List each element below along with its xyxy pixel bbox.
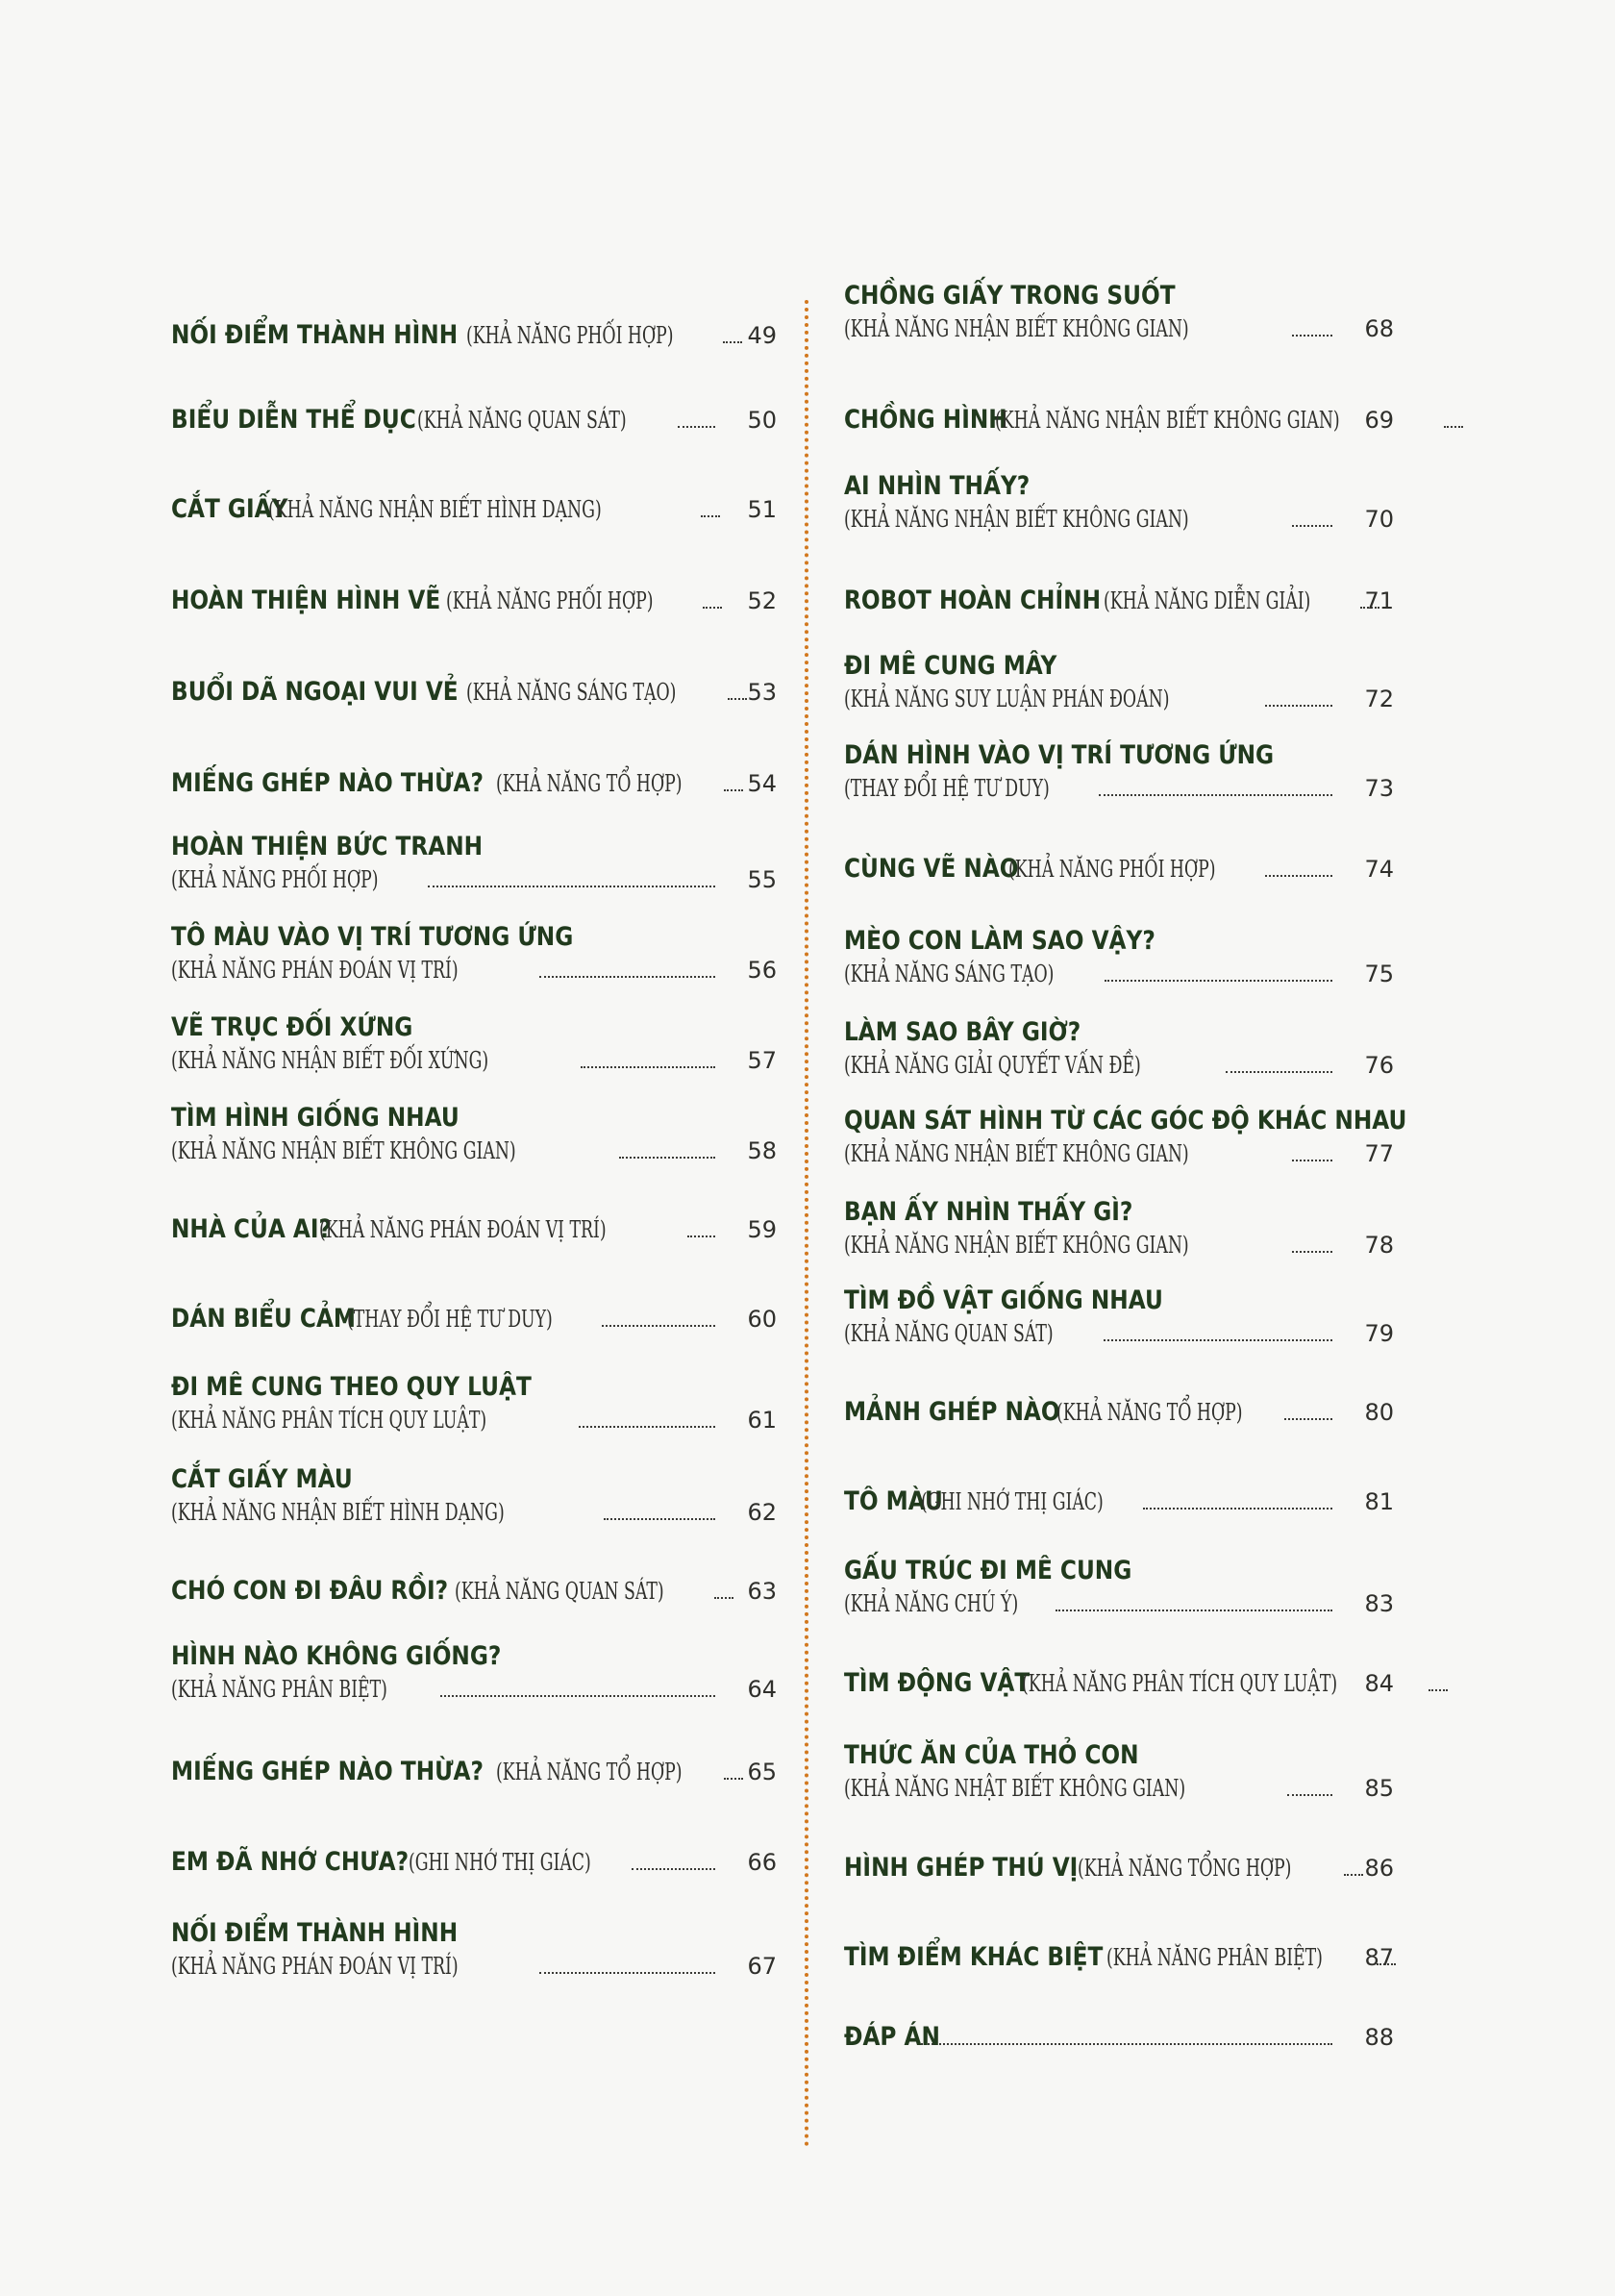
toc-entry-line bbox=[844, 1485, 1344, 1518]
toc-entry-line bbox=[171, 1303, 727, 1335]
toc-entry-skill: (KHẢ NĂNG GIẢI QUYẾT VẤN ĐỀ) bbox=[844, 1052, 1141, 1079]
toc-page-number: 79 bbox=[1364, 1320, 1394, 1347]
toc-entry bbox=[844, 925, 1394, 990]
toc-page-number: 55 bbox=[747, 866, 777, 893]
toc-page-number: 84 bbox=[1364, 1670, 1394, 1697]
toc-entry-skill: (KHẢ NĂNG PHỐI HỢP) bbox=[465, 322, 674, 349]
toc-entry-skill: (KHẢ NĂNG PHÁN ĐOÁN VỊ TRÍ) bbox=[171, 957, 459, 984]
toc-entry-line bbox=[844, 1739, 1344, 1772]
toc-entry-title: CÙNG VẼ NÀO bbox=[844, 854, 1019, 884]
toc-entry-title: ĐI MÊ CUNG MÂY bbox=[844, 651, 1057, 681]
toc-entry-line bbox=[171, 1463, 727, 1496]
toc-entry-line bbox=[171, 1950, 727, 1983]
toc-page-number: 54 bbox=[747, 770, 777, 797]
toc-entry bbox=[844, 470, 1394, 536]
toc-page-number: 69 bbox=[1364, 407, 1394, 434]
toc-entry-skill: (THAY ĐỔI HỆ TƯ DUY) bbox=[347, 1306, 554, 1333]
toc-entry bbox=[171, 1917, 777, 1983]
toc-page-number: 68 bbox=[1364, 315, 1394, 342]
toc-entry-line bbox=[844, 1317, 1344, 1350]
toc-page-number: 78 bbox=[1364, 1232, 1394, 1259]
toc-entry-line bbox=[171, 921, 727, 954]
toc-entry-line bbox=[844, 503, 1344, 536]
toc-entry-line bbox=[844, 925, 1344, 958]
toc-entry bbox=[844, 1739, 1394, 1805]
toc-entry-line bbox=[171, 1575, 727, 1608]
toc-entry-text bbox=[844, 1485, 1344, 1518]
toc-page-number: 87 bbox=[1364, 1944, 1394, 1971]
toc-entry-title: BUỔI DÃ NGOẠI VUI VẺ bbox=[171, 677, 459, 707]
dot-leader bbox=[1099, 794, 1332, 796]
toc-entry-skill: (KHẢ NĂNG TỔ HỢP) bbox=[495, 1759, 683, 1785]
toc-entry-skill: (KHẢ NĂNG PHÁN ĐOÁN VỊ TRÍ) bbox=[171, 1953, 459, 1980]
dot-leader bbox=[1226, 1071, 1332, 1073]
toc-entry-line bbox=[171, 1756, 727, 1788]
toc-entry-line bbox=[844, 404, 1344, 437]
toc-entry-text bbox=[171, 1011, 727, 1077]
toc-entry bbox=[171, 1463, 777, 1529]
toc-entry-text bbox=[844, 470, 1344, 536]
toc-entry-line bbox=[844, 1555, 1344, 1587]
dot-leader bbox=[921, 2043, 1332, 2045]
toc-entry-line bbox=[844, 1852, 1344, 1884]
dot-leader bbox=[1287, 1794, 1332, 1796]
toc-entry bbox=[844, 1105, 1407, 1170]
dot-leader bbox=[687, 1235, 715, 1237]
toc-entry-line bbox=[171, 767, 727, 800]
toc-entry-text bbox=[844, 1667, 1344, 1700]
toc-page-number: 76 bbox=[1364, 1052, 1394, 1079]
toc-entry-line bbox=[844, 739, 1344, 772]
toc-entry-text bbox=[171, 1575, 727, 1608]
toc-entry-skill: (KHẢ NĂNG TỔ HỢP) bbox=[495, 770, 683, 797]
toc-entry-line bbox=[844, 1772, 1344, 1805]
toc-entry-text bbox=[171, 585, 727, 617]
toc-entry-text bbox=[171, 1303, 727, 1335]
toc-entry-line bbox=[844, 1285, 1344, 1317]
toc-entry-text bbox=[171, 1463, 727, 1529]
toc-entry-skill: (KHẢ NĂNG QUAN SÁT) bbox=[417, 407, 627, 434]
column-divider bbox=[805, 300, 808, 2148]
toc-entry-text bbox=[171, 1917, 727, 1983]
toc-entry-skill: (GHI NHỚ THỊ GIÁC) bbox=[920, 1488, 1104, 1515]
toc-entry bbox=[171, 767, 777, 800]
toc-entry bbox=[844, 2021, 1394, 2054]
toc-entry-text bbox=[844, 1941, 1344, 1974]
toc-entry-line bbox=[171, 863, 727, 896]
toc-entry-skill: (KHẢ NĂNG DIỄN GIẢI) bbox=[1104, 587, 1311, 614]
toc-entry-line bbox=[844, 585, 1344, 617]
toc-entry bbox=[171, 319, 777, 352]
toc-entry-line bbox=[844, 280, 1344, 312]
toc-entry-title: ROBOT HOÀN CHỈNH bbox=[844, 586, 1102, 615]
dot-leader bbox=[1292, 1160, 1332, 1161]
toc-entry bbox=[171, 1846, 777, 1879]
dot-leader bbox=[678, 426, 715, 428]
toc-entry-skill: (THAY ĐỔI HỆ TƯ DUY) bbox=[844, 775, 1050, 802]
toc-entry-skill: (KHẢ NĂNG NHẬN BIẾT KHÔNG GIAN) bbox=[844, 315, 1189, 342]
toc-entry-title: AI NHÌN THẤY? bbox=[844, 471, 1031, 501]
dot-leader bbox=[1292, 335, 1332, 337]
toc-entry-line bbox=[844, 1049, 1344, 1082]
toc-page-number: 65 bbox=[747, 1759, 777, 1785]
toc-entry-title: LÀM SAO BÂY GIỜ? bbox=[844, 1017, 1081, 1047]
toc-page-number: 77 bbox=[1364, 1140, 1394, 1167]
toc-entry bbox=[171, 1213, 777, 1246]
toc-entry-skill: (KHẢ NĂNG PHÂN BIỆT) bbox=[1106, 1944, 1324, 1971]
toc-page-number: 81 bbox=[1364, 1488, 1394, 1515]
dot-leader bbox=[604, 1518, 715, 1520]
toc-entry-line bbox=[171, 1846, 727, 1879]
toc-entry-title: VẼ TRỤC ĐỐI XỨNG bbox=[171, 1012, 413, 1042]
toc-page-number: 73 bbox=[1364, 775, 1394, 802]
toc-entry-title: DÁN BIỂU CẢM bbox=[171, 1304, 357, 1334]
toc-entry-skill: (KHẢ NĂNG NHẬN BIẾT HÌNH DẠNG) bbox=[171, 1499, 505, 1526]
toc-entry-line bbox=[844, 470, 1344, 503]
dot-leader bbox=[1429, 1689, 1448, 1691]
toc-entry-title: DÁN HÌNH VÀO VỊ TRÍ TƯƠNG ỨNG bbox=[844, 740, 1275, 770]
toc-entry-line bbox=[844, 1196, 1344, 1229]
toc-entry-title: ĐÁP ÁN bbox=[844, 2022, 940, 2052]
toc-entry-text bbox=[171, 1102, 727, 1167]
toc-entry-text bbox=[171, 676, 727, 709]
toc-entry-text bbox=[844, 925, 1344, 990]
toc-page-number: 70 bbox=[1364, 506, 1394, 533]
toc-entry bbox=[171, 1303, 777, 1335]
toc-entry-line bbox=[844, 2021, 1344, 2054]
toc-page-number: 67 bbox=[747, 1953, 777, 1980]
toc-entry-line bbox=[844, 1941, 1344, 1974]
toc-entry-text bbox=[844, 739, 1344, 805]
toc-entry-skill: (KHẢ NĂNG NHẬN BIẾT HÌNH DẠNG) bbox=[268, 496, 602, 523]
toc-entry-title: QUAN SÁT HÌNH TỪ CÁC GÓC ĐỘ KHÁC NHAU bbox=[844, 1106, 1407, 1136]
toc-entry-line bbox=[171, 1917, 727, 1950]
toc-entry bbox=[844, 1555, 1394, 1620]
toc-entry-text bbox=[844, 404, 1344, 437]
toc-entry-title: MIẾNG GHÉP NÀO THỪA? bbox=[171, 768, 484, 798]
toc-entry-text bbox=[171, 1846, 727, 1879]
toc-entry-text bbox=[844, 1739, 1344, 1805]
toc-entry-title: NHÀ CỦA AI? bbox=[171, 1214, 332, 1244]
toc-entry-text bbox=[171, 1756, 727, 1788]
toc-entry-skill: (KHẢ NĂNG NHẬN BIẾT KHÔNG GIAN) bbox=[844, 506, 1189, 533]
toc-entry-title: CHỒNG HÌNH bbox=[844, 405, 1007, 435]
toc-entry-skill: (KHẢ NĂNG PHÂN BIỆT) bbox=[171, 1676, 387, 1703]
toc-entry-title: GẤU TRÚC ĐI MÊ CUNG bbox=[844, 1556, 1132, 1585]
toc-entry-title: NỐI ĐIỂM THÀNH HÌNH bbox=[171, 320, 459, 350]
toc-entry-line bbox=[171, 585, 727, 617]
toc-entry-line bbox=[844, 853, 1344, 886]
toc-entry-line bbox=[171, 1404, 727, 1436]
toc-page-number: 61 bbox=[747, 1407, 777, 1434]
toc-entry bbox=[171, 585, 777, 617]
toc-page-number: 85 bbox=[1364, 1775, 1394, 1802]
toc-entry-title: CHỒNG GIẤY TRONG SUỐT bbox=[844, 281, 1176, 311]
toc-entry-text bbox=[171, 1371, 727, 1436]
toc-entry bbox=[844, 739, 1394, 805]
dot-leader bbox=[1444, 426, 1463, 428]
toc-entry-title: TÌM ĐỘNG VẬT bbox=[844, 1668, 1031, 1698]
toc-entry bbox=[171, 1011, 777, 1077]
toc-entry-skill: (KHẢ NĂNG SÁNG TẠO) bbox=[844, 961, 1055, 987]
toc-entry bbox=[171, 676, 777, 709]
toc-page-number: 71 bbox=[1364, 587, 1394, 614]
toc-entry-line bbox=[171, 1044, 727, 1077]
toc-page-number: 64 bbox=[747, 1676, 777, 1703]
toc-page-number: 60 bbox=[747, 1306, 777, 1333]
toc-entry bbox=[171, 1756, 777, 1788]
toc-entry-text bbox=[844, 650, 1344, 715]
toc-page-number: 72 bbox=[1364, 686, 1394, 712]
toc-page-number: 66 bbox=[747, 1849, 777, 1876]
toc-entry-title: HÌNH NÀO KHÔNG GIỐNG? bbox=[171, 1641, 502, 1671]
toc-entry-title: MIẾNG GHÉP NÀO THỪA? bbox=[171, 1757, 484, 1786]
toc-entry-line bbox=[171, 1371, 727, 1404]
toc-entry-title: THỨC ĂN CỦA THỎ CON bbox=[844, 1740, 1139, 1770]
dot-leader bbox=[1284, 1418, 1332, 1420]
dot-leader bbox=[579, 1426, 715, 1428]
toc-entry-title: BIỂU DIỄN THỂ DỤC bbox=[171, 405, 416, 435]
toc-entry bbox=[844, 853, 1394, 886]
dot-leader bbox=[1265, 705, 1332, 707]
toc-entry-line bbox=[844, 958, 1344, 990]
toc-entry-line bbox=[171, 676, 727, 709]
toc-entry-title: TÌM ĐỒ VẬT GIỐNG NHAU bbox=[844, 1285, 1163, 1315]
toc-entry-line bbox=[171, 831, 727, 863]
toc-entry-line bbox=[844, 1396, 1344, 1429]
toc-entry-text bbox=[844, 585, 1344, 617]
toc-entry-line bbox=[844, 1137, 1344, 1170]
toc-entry-title: EM ĐÃ NHỚ CHƯA? bbox=[171, 1847, 410, 1877]
toc-entry bbox=[171, 404, 777, 437]
toc-entry-text bbox=[844, 1285, 1344, 1350]
toc-entry-line bbox=[171, 1135, 727, 1167]
toc-entry-skill: (KHẢ NĂNG SUY LUẬN PHÁN ĐOÁN) bbox=[844, 686, 1170, 712]
dot-leader bbox=[701, 515, 720, 517]
toc-entry-skill: (KHẢ NĂNG SÁNG TẠO) bbox=[466, 679, 677, 706]
toc-page-number: 58 bbox=[747, 1137, 777, 1164]
toc-entry-skill: (KHẢ NĂNG NHẬN BIẾT KHÔNG GIAN) bbox=[995, 407, 1341, 434]
toc-entry bbox=[844, 1941, 1394, 1974]
toc-entry bbox=[844, 585, 1394, 617]
toc-entry-skill: (KHẢ NĂNG PHỐI HỢP) bbox=[445, 587, 654, 614]
toc-entry-line bbox=[171, 319, 727, 352]
dot-leader bbox=[581, 1066, 715, 1068]
toc-page-number: 50 bbox=[747, 407, 777, 434]
toc-entry-text bbox=[171, 1640, 727, 1706]
toc-entry bbox=[844, 280, 1394, 345]
toc-entry bbox=[844, 1285, 1394, 1350]
toc-entry-line bbox=[171, 1673, 727, 1706]
dot-leader bbox=[619, 1157, 715, 1159]
toc-entry-title: MẢNH GHÉP NÀO bbox=[844, 1397, 1060, 1427]
dot-leader bbox=[1056, 1610, 1332, 1611]
toc-page-number: 88 bbox=[1364, 2024, 1394, 2051]
toc-page-number: 49 bbox=[747, 322, 777, 349]
toc-entry-title: HÌNH GHÉP THÚ VỊ bbox=[844, 1853, 1079, 1883]
toc-entry bbox=[171, 831, 777, 896]
toc-entry-skill: (KHẢ NĂNG CHÚ Ý) bbox=[844, 1590, 1019, 1617]
toc-entry-line bbox=[844, 312, 1344, 345]
toc-entry-skill: (KHẢ NĂNG TỔNG HỢP) bbox=[1077, 1855, 1292, 1882]
toc-entry bbox=[844, 404, 1394, 437]
toc-entry-text bbox=[171, 831, 727, 896]
toc-page-number: 52 bbox=[747, 587, 777, 614]
toc-page-number: 83 bbox=[1364, 1590, 1394, 1617]
dot-leader bbox=[703, 607, 722, 609]
toc-entry-skill: (KHẢ NĂNG PHÂN TÍCH QUY LUẬT) bbox=[171, 1407, 487, 1434]
toc-entry-text bbox=[171, 921, 727, 986]
toc-entry-title: HOÀN THIỆN BỨC TRANH bbox=[171, 832, 484, 861]
toc-entry-line bbox=[844, 1229, 1344, 1261]
toc-page-number: 62 bbox=[747, 1499, 777, 1526]
toc-entry-title: NỐI ĐIỂM THÀNH HÌNH bbox=[171, 1918, 459, 1948]
toc-entry bbox=[171, 1371, 777, 1436]
toc-entry bbox=[171, 1640, 777, 1706]
dot-leader bbox=[1292, 525, 1332, 527]
toc-entry-line bbox=[844, 683, 1344, 715]
toc-entry-text bbox=[844, 1016, 1344, 1082]
toc-entry bbox=[171, 921, 777, 986]
toc-entry-line bbox=[844, 1016, 1344, 1049]
toc-entry bbox=[844, 1396, 1394, 1429]
toc-entry-line bbox=[171, 1011, 727, 1044]
toc-entry bbox=[171, 1575, 777, 1608]
toc-entry-title: CẮT GIẤY bbox=[171, 494, 288, 524]
toc-page-number: 53 bbox=[747, 679, 777, 706]
toc-entry bbox=[844, 1667, 1394, 1700]
toc-entry-title: HOÀN THIỆN HÌNH VẼ bbox=[171, 586, 441, 615]
toc-entry-title: ĐI MÊ CUNG THEO QUY LUẬT bbox=[171, 1372, 532, 1402]
toc-page-number: 57 bbox=[747, 1047, 777, 1074]
dot-leader bbox=[1105, 980, 1332, 982]
toc-entry-title: CHÓ CON ĐI ĐÂU RỒI? bbox=[171, 1576, 449, 1606]
dot-leader bbox=[428, 886, 715, 887]
toc-entry-text bbox=[171, 404, 727, 437]
toc-entry-title: TÌM ĐIỂM KHÁC BIỆT bbox=[844, 1942, 1104, 1972]
toc-page-number: 74 bbox=[1364, 856, 1394, 883]
toc-entry bbox=[844, 1016, 1394, 1082]
toc-entry-text bbox=[171, 767, 727, 800]
dot-leader bbox=[1143, 1508, 1332, 1510]
toc-entry-line bbox=[171, 1102, 727, 1135]
toc-entry-text bbox=[844, 1852, 1344, 1884]
toc-entry-line bbox=[844, 1587, 1344, 1620]
toc-entry-skill: (KHẢ NĂNG QUAN SÁT) bbox=[844, 1320, 1054, 1347]
toc-entry-text bbox=[844, 1396, 1344, 1429]
toc-page-number: 51 bbox=[747, 496, 777, 523]
toc-entry bbox=[844, 1196, 1394, 1261]
toc-entry-line bbox=[844, 1105, 1407, 1137]
toc-entry-line bbox=[844, 650, 1344, 683]
dot-leader bbox=[539, 976, 715, 978]
toc-entry-line bbox=[171, 1496, 727, 1529]
toc-page-number: 75 bbox=[1364, 961, 1394, 987]
toc-entry-title: TÔ MÀU bbox=[844, 1486, 943, 1516]
dot-leader bbox=[1265, 875, 1332, 877]
toc-page-number: 63 bbox=[747, 1578, 777, 1605]
toc-entry-text bbox=[844, 280, 1344, 345]
toc-entry-title: TÔ MÀU VÀO VỊ TRÍ TƯƠNG ỨNG bbox=[171, 922, 574, 952]
toc-entry bbox=[844, 650, 1394, 715]
dot-leader bbox=[440, 1695, 715, 1697]
dot-leader bbox=[602, 1325, 715, 1327]
toc-entry-skill: (KHẢ NĂNG NHẬN BIẾT KHÔNG GIAN) bbox=[171, 1137, 516, 1164]
toc-entry-text bbox=[844, 1555, 1344, 1620]
dot-leader bbox=[1292, 1251, 1332, 1253]
dot-leader bbox=[632, 1868, 715, 1870]
toc-entry-text bbox=[844, 2021, 1344, 2054]
toc-page-number: 80 bbox=[1364, 1399, 1394, 1426]
toc-entry-skill: (KHẢ NĂNG TỔ HỢP) bbox=[1056, 1399, 1243, 1426]
toc-entry-title: BẠN ẤY NHÌN THẤY GÌ? bbox=[844, 1197, 1133, 1227]
toc-entry-skill: (KHẢ NĂNG NHẬN BIẾT KHÔNG GIAN) bbox=[844, 1232, 1189, 1259]
toc-entry-text bbox=[844, 853, 1344, 886]
toc-entry-text bbox=[844, 1196, 1344, 1261]
toc-entry-text bbox=[171, 1213, 727, 1246]
toc-entry-skill: (KHẢ NĂNG NHẬN BIẾT ĐỐI XỨNG) bbox=[171, 1047, 489, 1074]
toc-entry bbox=[844, 1485, 1394, 1518]
dot-leader bbox=[1104, 1339, 1332, 1341]
toc-entry bbox=[171, 493, 777, 526]
toc-entry-title: MÈO CON LÀM SAO VẬY? bbox=[844, 926, 1155, 956]
toc-page-number: 86 bbox=[1364, 1855, 1394, 1882]
toc-entry bbox=[171, 1102, 777, 1167]
toc-entry-line bbox=[171, 1640, 727, 1673]
toc-entry-skill: (KHẢ NĂNG PHÁN ĐOÁN VỊ TRÍ) bbox=[319, 1216, 607, 1243]
toc-entry-skill: (KHẢ NĂNG NHẬT BIẾT KHÔNG GIAN) bbox=[844, 1775, 1186, 1802]
toc-entry-line bbox=[171, 1213, 727, 1246]
toc-entry-line bbox=[844, 1667, 1344, 1700]
toc-entry-skill: (KHẢ NĂNG PHỐI HỢP) bbox=[171, 866, 379, 893]
toc-entry-skill: (KHẢ NĂNG PHỐI HỢP) bbox=[1008, 856, 1216, 883]
toc-entry-title: TÌM HÌNH GIỐNG NHAU bbox=[171, 1103, 460, 1133]
toc-entry-line bbox=[171, 493, 727, 526]
toc-entry-title: CẮT GIẤY MÀU bbox=[171, 1464, 353, 1494]
toc-entry-line bbox=[171, 404, 727, 437]
toc-entry-line bbox=[171, 954, 727, 986]
toc-entry-skill: (KHẢ NĂNG PHÂN TÍCH QUY LUẬT) bbox=[1021, 1670, 1337, 1697]
dot-leader bbox=[539, 1972, 715, 1974]
toc-entry-skill: (KHẢ NĂNG NHẬN BIẾT KHÔNG GIAN) bbox=[844, 1140, 1189, 1167]
toc-entry bbox=[844, 1852, 1394, 1884]
toc-entry-text bbox=[171, 493, 727, 526]
toc-entry-line bbox=[844, 772, 1344, 805]
toc-entry-text bbox=[171, 319, 727, 352]
toc-entry-skill: (GHI NHỚ THỊ GIÁC) bbox=[409, 1849, 592, 1876]
toc-entry-skill: (KHẢ NĂNG QUAN SÁT) bbox=[455, 1578, 664, 1605]
toc-page-number: 56 bbox=[747, 957, 777, 984]
toc-page-number: 59 bbox=[747, 1216, 777, 1243]
